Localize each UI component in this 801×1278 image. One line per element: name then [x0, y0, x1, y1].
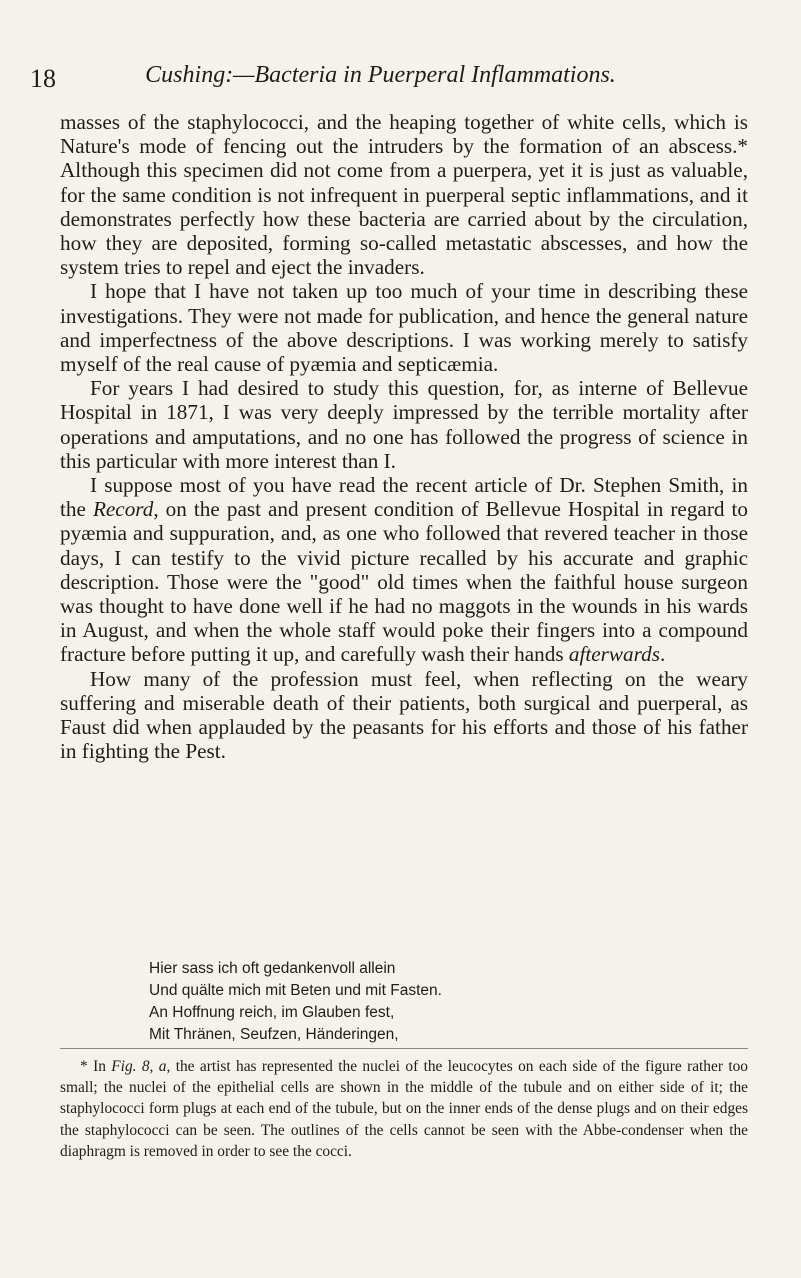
paragraph-4: I suppose most of you have read the recent article of Dr. Stephen Smith, in the Record, on the past and present condition of Bellevue Hospital in regard to pyæmia and suppuration, and, as one who followed that revered teacher in those days, I can testify to the vivid picture recalled by his accurate and graphic description. Those were the "good" old times when the faithful house surgeon was thought to have done well if he had no maggots in the wounds in his wards in August, and when the whole staff would poke their fingers into a compound fracture before putting it up, and carefully wash their hands afterwards. — [60, 473, 749, 667]
footnote — [60, 1056, 748, 1162]
footnote-text: * In Fig. 8, a, the artist has represented the nuclei of the leucocytes on each side of the figure rather too small; the nuclei of the epithelial cells are shown in the middle of the tubule and on either side of it; the staphylococci form plugs at each end of the tubule, but on the inner ends of the dense plugs and on their edges the staphylococci can be seen. The outlines of the cells cannot be seen with the Abbe-condenser when the diaphragm is removed in order to see the cocci. — [60, 1058, 748, 1160]
poem-line: Und quälte mich mit Beten und mit Fasten. — [149, 982, 442, 999]
faust-quotation — [149, 958, 442, 1046]
paragraph-2: I hope that I have not taken up too much of your time in describing these investigations. They were not made for publication, and hence the general nature and imperfectness of the above descriptions. I was working merely to satisfy myself of the real cause of pyæmia and septicæmia. — [60, 279, 748, 377]
paragraph-5: How many of the profession must feel, when reflecting on the weary suffering and miserable death of their patients, both surgical and puerperal, as Faust did when applauded by the peasants for his efforts and those of his father in fighting the Pest. — [60, 666, 748, 764]
paragraph-1: masses of the staphylococci, and the heaping together of white cells, which is Nature's mode of fencing out the intruders by the formation of an abscess.* Although this specimen did not come from a puerpera, yet it is just as valuable, for the same condition is not infrequent in puerperal septic inflammations, and it demonstrates perfectly how these bacteria are carried about by the circulation, how they are deposited, forming so-called metastatic abscesses, and how the system tries to repel and eject the invaders. — [60, 110, 748, 280]
poem-line: Mit Thränen, Seufzen, Händeringen, — [149, 1026, 399, 1043]
paragraph-3: For years I had desired to study this question, for, as interne of Bellevue Hospital in 1871, I was very deeply impressed by the terrible mortality after operations and amputations, and no one has followed the progress of science in this particular with more interest than I. — [60, 376, 748, 473]
body-text — [60, 110, 748, 763]
page-number: 18 — [30, 64, 56, 93]
poem-line: An Hoffnung reich, im Glauben fest, — [149, 1004, 395, 1021]
poem-line: Hier sass ich oft gedankenvoll allein — [149, 960, 396, 977]
footnote-divider — [60, 1048, 748, 1049]
running-head: Cushing:—Bacteria in Puerperal Inflammations. — [145, 62, 616, 88]
page-header — [30, 58, 731, 98]
